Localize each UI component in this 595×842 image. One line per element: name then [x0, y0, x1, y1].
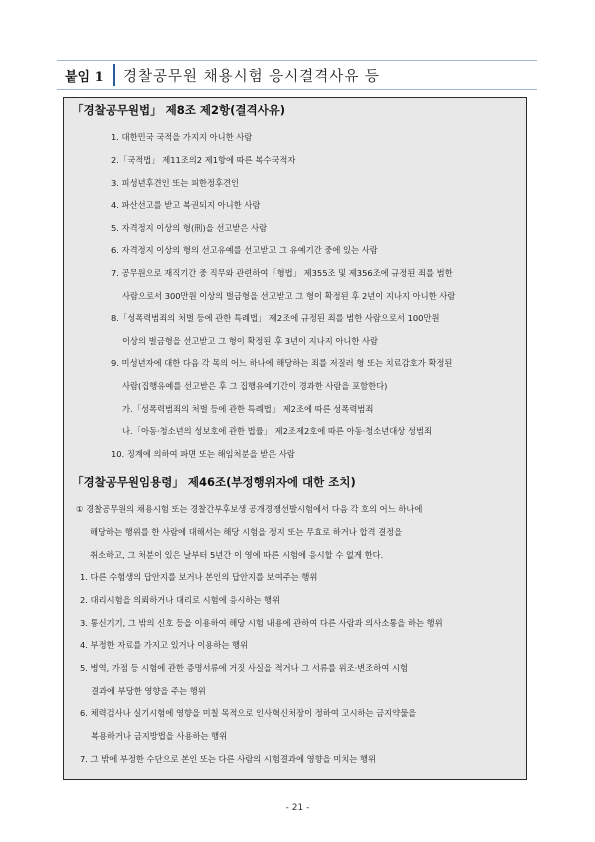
- s1-item-7: 7. 공무원으로 재직기간 중 직무와 관련하여「형법」 제355조 및 제356조에 규정된 죄를 범한: [111, 268, 453, 278]
- section2-title: 「경찰공무원임용령」 제46조(부정행위자에 대한 조치): [72, 475, 356, 489]
- s2-item-6: 6. 체력검사나 실기시험에 영향을 미칠 목적으로 인사혁신처장이 정하여 고시하는 금지약물을: [80, 708, 417, 718]
- s1-item-4: 4. 파산선고를 받고 복권되지 아니한 사람: [111, 200, 261, 210]
- s1-item-9-ga: 가.「성폭력범죄의 처벌 등에 관한 특례법」 제2조에 따른 성폭력범죄: [122, 404, 374, 414]
- s1-item-6: 6. 자격정지 이상의 형의 선고유예를 선고받고 그 유예기간 중에 있는 사람: [111, 245, 378, 255]
- s2-item-3: 3. 통신기기, 그 밖의 신호 등을 이용하여 해당 시험 내용에 관하여 다른 사람과 의사소통을 하는 행위: [80, 618, 443, 628]
- s2-item-6-cont: 복용하거나 금지방법을 사용하는 행위: [91, 731, 228, 741]
- s1-item-7-cont: 사람으로서 300만원 이상의 벌금형을 선고받고 그 형이 확정된 후 2년이 지나지 아니한 사람: [122, 291, 456, 301]
- page-number: - 21 -: [285, 803, 310, 813]
- s1-item-10: 10. 징계에 의하여 파면 또는 해임처분을 받은 사람: [111, 449, 295, 459]
- attachment-title: 경찰공무원 채용시험 응시결격사유 등: [123, 68, 380, 85]
- s2-item-5-cont: 결과에 부당한 영향을 주는 행위: [91, 686, 206, 696]
- s2-para-1-cont2: 취소하고, 그 처분이 있은 날부터 5년간 이 영에 따른 시험에 응시할 수 없게 한다.: [90, 550, 384, 560]
- content-box: [63, 97, 527, 780]
- s1-item-9-cont: 사람(집행유예를 선고받은 후 그 집행유예기간이 경과한 사람을 포함한다): [122, 381, 388, 391]
- s2-item-7: 7. 그 밖에 부정한 수단으로 본인 또는 다른 사람의 시험결과에 영향을 미치는 행위: [80, 754, 377, 764]
- s1-item-9: 9. 미성년자에 대한 다음 각 목의 어느 하나에 해당하는 죄를 저질러 형 또는 치료감호가 확정된: [111, 358, 453, 368]
- header-divider: [113, 64, 115, 86]
- s2-para-1-cont1: 해당하는 행위를 한 사람에 대해서는 해당 시험을 정지 또는 무효로 하거나 합격 결정을: [90, 527, 403, 537]
- s1-item-2: 2.「국적법」 제11조의2 제1항에 따른 복수국적자: [111, 155, 296, 165]
- s1-item-1: 1. 대한민국 국적을 가지지 아니한 사람: [111, 132, 253, 142]
- s2-item-5: 5. 병역, 가점 등 시험에 관한 증명서류에 거짓 사실을 적거나 그 서류를 위조·변조하여 시험: [80, 663, 408, 673]
- s1-item-9-na: 나.「아동·청소년의 성보호에 관한 법률」 제2조제2호에 따른 아동·청소년대상 성범죄: [122, 426, 433, 436]
- attachment-header: [57, 60, 537, 90]
- s1-item-8-cont: 이상의 벌금형을 선고받고 그 형이 확정된 후 3년이 지나지 아니한 사람: [122, 336, 379, 346]
- s1-item-8: 8.「성폭력범죄의 처벌 등에 관한 특례법」 제2조에 규정된 죄를 범한 사람으로서 100만원: [111, 313, 440, 323]
- s2-item-1: 1. 다른 수험생의 답안지를 보거나 본인의 답안지를 보여주는 행위: [80, 572, 318, 582]
- s2-para-1: ① 경찰공무원의 채용시험 또는 경찰간부후보생 공개경쟁선발시험에서 다음 각 호의 어느 하나에: [76, 504, 423, 514]
- attachment-label: 붙임 1: [65, 69, 104, 85]
- s1-item-5: 5. 자격정지 이상의 형(刑)을 선고받은 사람: [111, 223, 268, 233]
- s2-item-2: 2. 대리시험을 의뢰하거나 대리로 시험에 응시하는 행위: [80, 595, 281, 605]
- section1-title: 「경찰공무원법」 제8조 제2항(결격사유): [72, 103, 286, 117]
- s2-item-4: 4. 부정한 자료를 가지고 있거나 이용하는 행위: [80, 640, 249, 650]
- s1-item-3: 3. 피성년후견인 또는 피한정후견인: [111, 178, 240, 188]
